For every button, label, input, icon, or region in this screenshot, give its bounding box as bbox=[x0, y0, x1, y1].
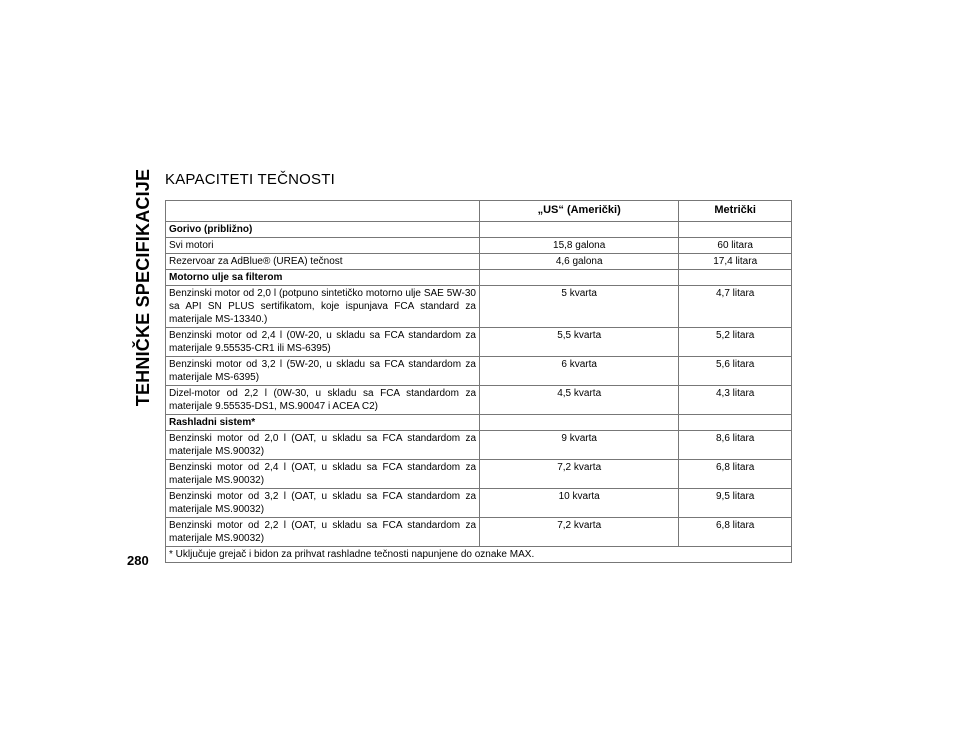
table-row bbox=[166, 518, 792, 547]
row-description: Benzinski motor od 2,2 l (OAT, u skladu sa FCA standardom za materijale MS.90032) bbox=[166, 518, 480, 547]
header-description bbox=[166, 201, 480, 222]
row-us-value: 7,2 kvarta bbox=[480, 518, 679, 547]
category-label: Rashladni sistem* bbox=[166, 415, 480, 431]
table-row bbox=[166, 254, 792, 270]
row-metric-value: 6,8 litara bbox=[679, 460, 792, 489]
row-metric-value bbox=[679, 222, 792, 238]
row-us-value bbox=[480, 415, 679, 431]
chapter-side-title-text: TEHNIČKE SPECIFIKACIJE bbox=[133, 168, 154, 406]
table-footnote-row bbox=[166, 547, 792, 563]
row-description: Benzinski motor od 2,4 l (OAT, u skladu sa FCA standardom za materijale MS.90032) bbox=[166, 460, 480, 489]
category-label: Motorno ulje sa filterom bbox=[166, 270, 480, 286]
table-header-row bbox=[166, 201, 792, 222]
row-metric-value: 9,5 litara bbox=[679, 489, 792, 518]
row-metric-value bbox=[679, 415, 792, 431]
row-description: Svi motori bbox=[166, 238, 480, 254]
category-label: Gorivo (približno) bbox=[166, 222, 480, 238]
table-row bbox=[166, 286, 792, 328]
row-us-value: 10 kvarta bbox=[480, 489, 679, 518]
table-body bbox=[166, 222, 792, 547]
row-us-value: 7,2 kvarta bbox=[480, 460, 679, 489]
row-us-value: 15,8 galona bbox=[480, 238, 679, 254]
row-us-value bbox=[480, 270, 679, 286]
chapter-side-title bbox=[126, 168, 162, 406]
table-category-row bbox=[166, 415, 792, 431]
row-metric-value: 4,3 litara bbox=[679, 386, 792, 415]
row-us-value: 5 kvarta bbox=[480, 286, 679, 328]
table-row bbox=[166, 489, 792, 518]
row-metric-value: 5,2 litara bbox=[679, 328, 792, 357]
section-title: KAPACITETI TEČNOSTI bbox=[165, 171, 335, 188]
table-footnote: * Uključuje grejač i bidon za prihvat rashladne tečnosti napunjene do oznake MAX. bbox=[166, 547, 792, 563]
row-us-value bbox=[480, 222, 679, 238]
row-us-value: 4,5 kvarta bbox=[480, 386, 679, 415]
row-description: Dizel-motor od 2,2 l (0W-30, u skladu sa FCA standardom za materijale 9.55535-DS1, MS.90047 i ACEA C2) bbox=[166, 386, 480, 415]
fluid-capacities-table bbox=[165, 200, 792, 563]
header-metric: Metrički bbox=[679, 201, 792, 222]
row-metric-value: 6,8 litara bbox=[679, 518, 792, 547]
row-us-value: 4,6 galona bbox=[480, 254, 679, 270]
row-metric-value: 17,4 litara bbox=[679, 254, 792, 270]
table-row bbox=[166, 431, 792, 460]
header-us: „US“ (Američki) bbox=[480, 201, 679, 222]
row-description: Benzinski motor od 2,0 l (potpuno sintetičko motorno ulje SAE 5W-30 sa API SN PLUS sertifikatom, koje ispunjava FCA standard za materijale MS-13340.) bbox=[166, 286, 480, 328]
row-description: Benzinski motor od 3,2 l (5W-20, u skladu sa FCA standardom za materijale MS-6395) bbox=[166, 357, 480, 386]
page-number: 280 bbox=[127, 553, 149, 568]
table-category-row bbox=[166, 222, 792, 238]
table-row bbox=[166, 328, 792, 357]
row-description: Benzinski motor od 3,2 l (OAT, u skladu sa FCA standardom za materijale MS.90032) bbox=[166, 489, 480, 518]
row-us-value: 9 kvarta bbox=[480, 431, 679, 460]
row-metric-value: 8,6 litara bbox=[679, 431, 792, 460]
row-us-value: 6 kvarta bbox=[480, 357, 679, 386]
table-row bbox=[166, 357, 792, 386]
table-row bbox=[166, 460, 792, 489]
table-row bbox=[166, 386, 792, 415]
row-description: Benzinski motor od 2,4 l (0W-20, u skladu sa FCA standardom za materijale 9.55535-CR1 ili MS-6395) bbox=[166, 328, 480, 357]
row-metric-value bbox=[679, 270, 792, 286]
row-description: Benzinski motor od 2,0 l (OAT, u skladu sa FCA standardom za materijale MS.90032) bbox=[166, 431, 480, 460]
table-row bbox=[166, 238, 792, 254]
row-metric-value: 60 litara bbox=[679, 238, 792, 254]
row-us-value: 5,5 kvarta bbox=[480, 328, 679, 357]
row-metric-value: 4,7 litara bbox=[679, 286, 792, 328]
row-metric-value: 5,6 litara bbox=[679, 357, 792, 386]
row-description: Rezervoar za AdBlue® (UREA) tečnost bbox=[166, 254, 480, 270]
table-category-row bbox=[166, 270, 792, 286]
